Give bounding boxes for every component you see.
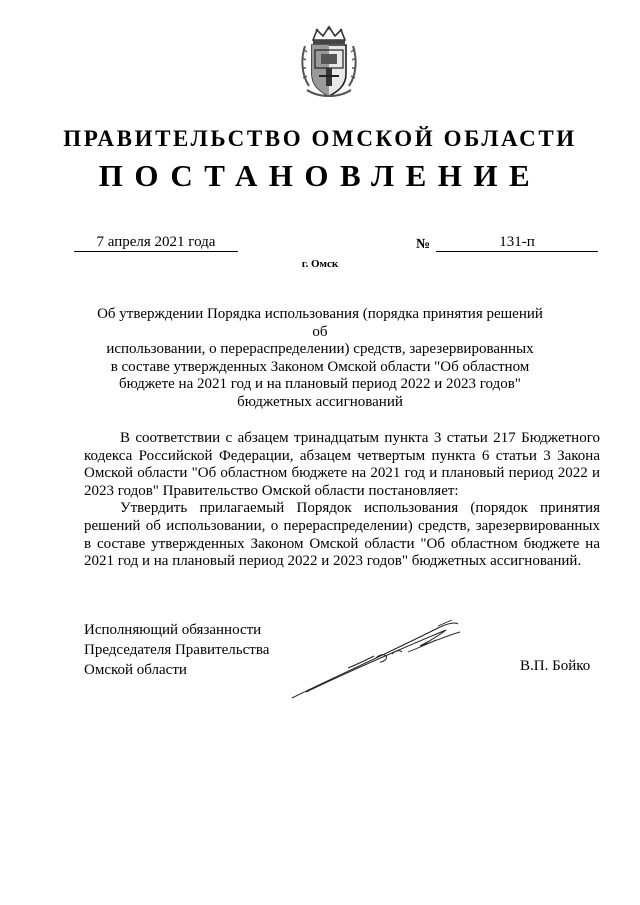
title-line: Об утверждении Порядка использования (порядка принятия решений об bbox=[97, 306, 543, 340]
body-paragraph-2: Утвердить прилагаемый Порядок использования (порядок принятия решений об использовании, о перераспределении) средств, зарезервированных в составе утвержденных Законом Омской области "Об областном бюджете на 2021 год и на плановый период 2022 и 2023 годов" бюджетных ассигнований. bbox=[84, 500, 600, 570]
signatory-name: В.П. Бойко bbox=[520, 658, 591, 674]
title-line: бюджете на 2021 год и на плановый период 2022 и 2023 годов" bbox=[119, 376, 521, 393]
position-line: Исполняющий обязанности bbox=[84, 622, 262, 638]
document-date: 7 апреля 2021 года bbox=[74, 234, 238, 252]
document-type: ПОСТАНОВЛЕНИЕ bbox=[98, 158, 542, 193]
document-body bbox=[84, 430, 600, 571]
document-number: 131-п bbox=[436, 234, 598, 252]
signatory-position bbox=[84, 620, 269, 680]
organization-name: ПРАВИТЕЛЬСТВО ОМСКОЙ ОБЛАСТИ bbox=[63, 126, 577, 151]
title-line: бюджетных ассигнований bbox=[237, 393, 403, 410]
document-title bbox=[90, 306, 550, 412]
handwritten-signature-icon bbox=[288, 614, 468, 704]
title-line: использовании, о перераспределении) средств, зарезервированных bbox=[106, 341, 534, 358]
position-line: Омской области bbox=[84, 662, 187, 678]
number-sign: № bbox=[416, 237, 431, 252]
position-line: Председателя Правительства bbox=[84, 642, 270, 658]
title-line: в составе утвержденных Законом Омской области "Об областном bbox=[110, 358, 530, 375]
body-paragraph-1: В соответствии с абзацем тринадцатым пункта 3 статьи 217 Бюджетного кодекса Российской Федерации, абзацем четвертым пункта 6 статьи 3 Закона Омской области "Об областном бюджете на 2021 год и плановый период 2022 и 2023 годов" Правительство Омской области постановляет: bbox=[84, 430, 600, 499]
coat-of-arms-icon bbox=[299, 24, 359, 100]
city: г. Омск bbox=[301, 258, 339, 270]
